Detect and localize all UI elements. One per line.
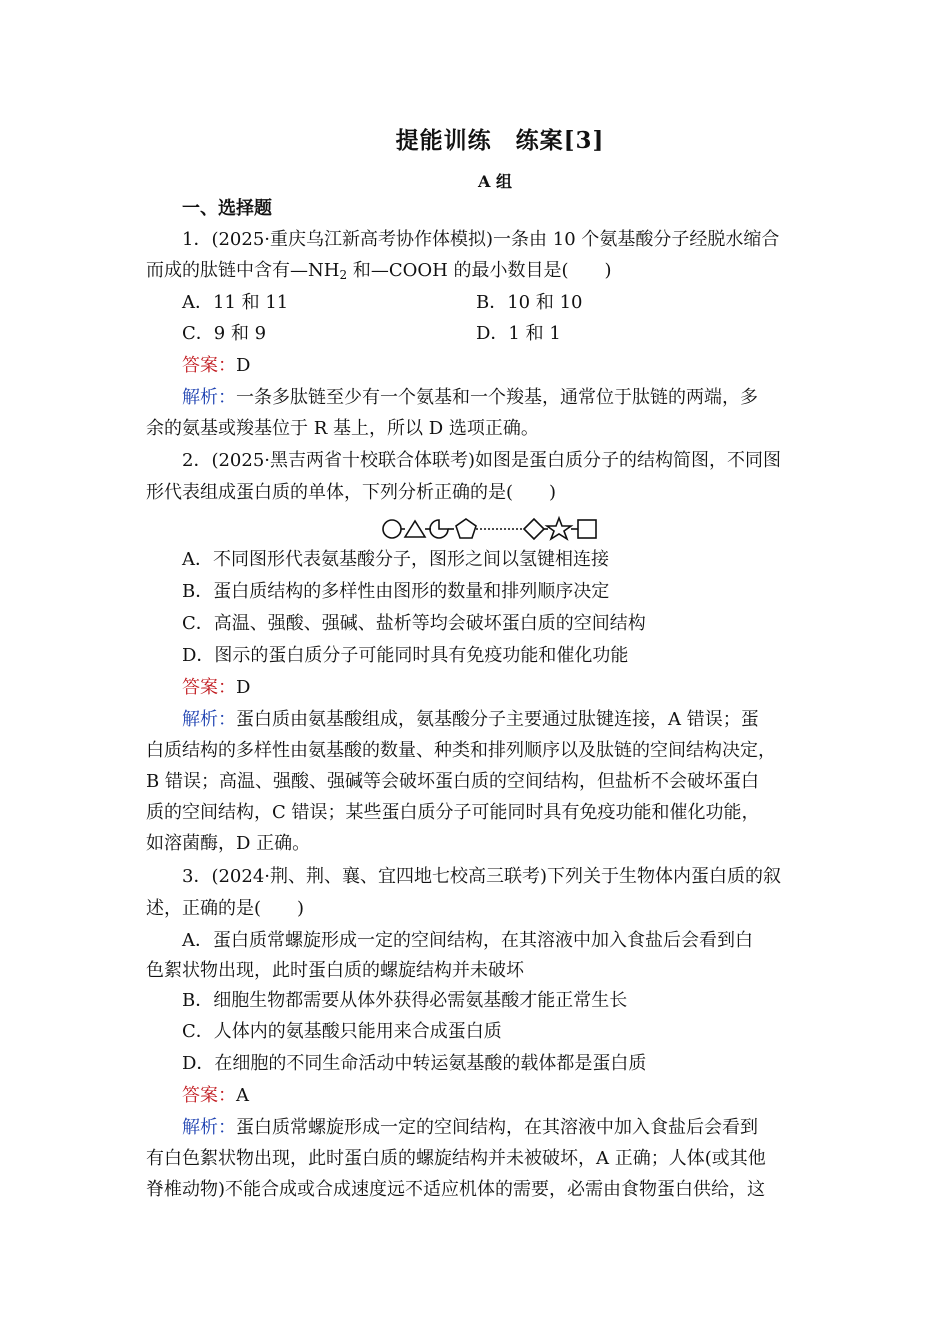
q3-option-a-line1: A．蛋白质常螺旋形成一定的空间结构，在其溶液中加入食盐后会看到白 [182,930,753,951]
q2-answer: 答案：D [182,677,251,698]
q2-explanation-line3: B 错误；高温、强酸、强碱等会破坏蛋白质的空间结构，但盐析不会破坏蛋白 [146,771,759,792]
q2-stem-line1: 2．(2025·黑吉两省十校联合体联考)如图是蛋白质分子的结构简图，不同图 [182,450,782,471]
explanation-label: 解析： [182,387,236,408]
q3-stem-line1: 3．(2024·荆、荆、襄、宜四地七校高三联考)下列关于生物体内蛋白质的叙 [182,866,782,887]
q3-explanation-line3: 脊椎动物)不能合成或合成速度远不适应机体的需要，必需由食物蛋白供给，这 [146,1179,766,1200]
q1-stem-line2: 而成的肽链中含有$—NH_2$ 和—COOH 的最小数目是( ) [146,260,612,282]
q3-explanation-line1: 解析：蛋白质常螺旋形成一定的空间结构，在其溶液中加入食盐后会看到 [182,1117,758,1138]
answer-label: 答案： [182,1085,236,1106]
diamond-monomer [524,519,544,539]
square-monomer [578,520,596,538]
explanation-label: 解析： [182,709,236,730]
q2-option-c: C．高温、强酸、强碱、盐析等均会破坏蛋白质的空间结构 [182,613,646,634]
q2-explanation-line1: 解析：蛋白质由氨基酸组成，氨基酸分子主要通过肽键连接，A 错误；蛋 [182,709,759,730]
q3-option-b: B．细胞生物都需要从体外获得必需氨基酸才能正常生长 [182,990,628,1011]
q1-option-c: C．9 和 9 [182,323,267,344]
q1-option-b: B．10 和 10 [476,292,583,313]
q3-option-d: D．在细胞的不同生命活动中转运氨基酸的载体都是蛋白质 [182,1053,647,1074]
group-label: A 组 [478,172,512,191]
protein-structure-diagram [380,514,610,546]
q2-explanation-line4: 质的空间结构，C 错误；某些蛋白质分子可能同时具有免疫功能和催化功能， [146,802,760,823]
q2-explanation-line2: 白质结构的多样性由氨基酸的数量、种类和排列顺序以及肽链的空间结构决定， [146,740,776,761]
section-heading: 一、选择题 [182,198,272,219]
q1-explanation-line1: 解析：一条多肽链至少有一个氨基和一个羧基，通常位于肽链的两端，多 [182,387,758,408]
q1-stem-line1: 1．(2025·重庆乌江新高考协作体模拟)一条由 10 个氨基酸分子经脱水缩合 [182,229,780,250]
triangle-monomer [405,521,425,537]
explanation-label: 解析： [182,1117,236,1138]
q1-explanation-line2: 余的氨基或羧基位于 R 基上，所以 D 选项正确。 [146,418,539,439]
q3-stem-line2: 述，正确的是( ) [146,898,305,919]
star-monomer [547,518,571,539]
answer-label: 答案： [182,677,236,698]
q1-option-a: A．11 和 11 [182,292,289,313]
circle-monomer [383,520,401,538]
q2-stem-line2: 形代表组成蛋白质的单体，下列分析正确的是( ) [146,482,557,503]
q1-answer: 答案：D [182,355,251,376]
q2-explanation-line5: 如溶菌酶，D 正确。 [146,833,311,854]
page-title: 提能训练 练案[3] [395,127,605,154]
q3-explanation-line2: 有白色絮状物出现，此时蛋白质的螺旋结构并未被破坏，A 正确；人体(或其他 [146,1148,766,1169]
q2-option-b: B．蛋白质结构的多样性由图形的数量和排列顺序决定 [182,581,610,602]
pacman-monomer [430,520,448,538]
q3-answer: 答案：A [182,1085,249,1106]
answer-label: 答案： [182,355,236,376]
q3-option-c: C．人体内的氨基酸只能用来合成蛋白质 [182,1021,502,1042]
q3-option-a-line2: 色絮状物出现，此时蛋白质的螺旋结构并未破坏 [146,960,524,981]
q2-option-a: A．不同图形代表氨基酸分子，图形之间以氢键相连接 [182,549,609,570]
pentagon-monomer [456,519,476,538]
q1-option-d: D．1 和 1 [476,323,561,344]
q2-option-d: D．图示的蛋白质分子可能同时具有免疫功能和催化功能 [182,645,629,666]
